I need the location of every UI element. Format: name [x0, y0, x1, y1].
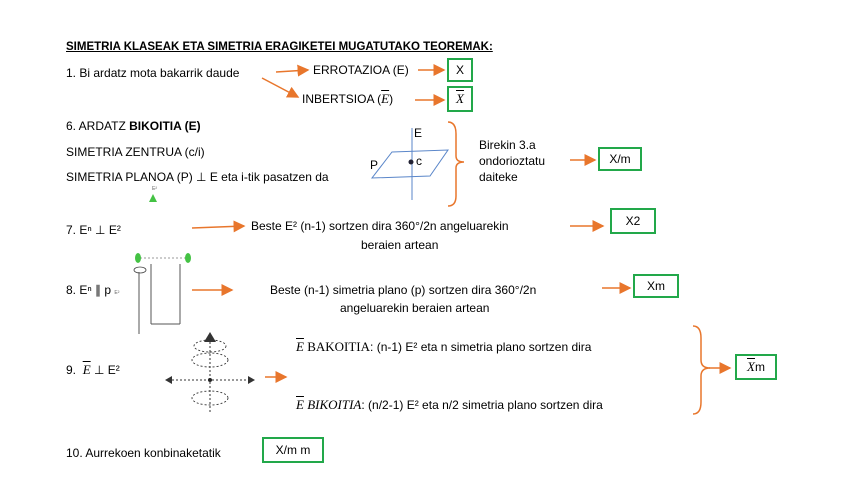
arrow-to-inversion — [262, 78, 298, 97]
row9-even-text: : (n/2-1) E² eta n/2 simetria plano sortzen dira — [361, 398, 603, 412]
diagram-P-label: P — [370, 158, 379, 172]
diagram-E-label: E — [414, 126, 423, 140]
rotation-label: ERROTAZIOA (E) — [313, 63, 409, 77]
row7-text-1: Beste E² (n-1) sortzen dira 360°/2n angeluarekin — [251, 219, 509, 233]
row9-even-word: BIKOITIA — [303, 397, 362, 412]
row7-label: 7. Eⁿ ⊥ E² — [66, 223, 121, 237]
inversion-symbol-box — [447, 86, 473, 112]
row8-text-1: Beste (n-1) simetria plano (p) sortzen dira 360°/2n — [270, 283, 537, 297]
row6-symbol: X/m — [609, 152, 631, 166]
inversion-prefix: INBERTSIOA ( — [302, 92, 382, 106]
row8-text-2: angeluarekin beraien artean — [340, 301, 490, 315]
rotation-symbol: X — [455, 63, 464, 77]
row1-label: 1. Bi ardatz mota bakarrik daude — [66, 66, 240, 80]
row7-mini-label: E² — [152, 186, 157, 192]
row6-note-3: daiteke — [479, 170, 518, 184]
row9-brace — [693, 326, 710, 414]
row9-odd-text: : (n-1) E² eta n simetria plano sortzen dira — [370, 340, 592, 354]
inversion-suffix: ) — [389, 92, 394, 106]
row9-symbol-rest: m — [754, 360, 765, 374]
diagram-c-label: c — [416, 154, 422, 168]
row8-symbol-box — [633, 274, 679, 298]
row8-mini-label: E² — [114, 290, 120, 296]
row6-note-1: Birekin 3.a — [479, 138, 536, 152]
row9-label — [66, 363, 120, 377]
row9-symbol-box — [735, 354, 777, 380]
row7-symbol-box — [610, 208, 656, 234]
inversion-E: $\overline{E}$ — [381, 91, 390, 106]
row6-line1 — [66, 119, 201, 133]
row6-line1-bold: BIKOITIA (E) — [129, 119, 201, 133]
rotation-symbol-box — [447, 58, 473, 82]
row10-symbol: X/m m — [275, 443, 311, 457]
row6-line2: SIMETRIA ZENTRUA (c/i) — [66, 145, 205, 159]
inversion-label — [302, 92, 393, 106]
row9-even-E: $\overline{E}$ — [296, 397, 304, 412]
row10-symbol-box — [262, 437, 324, 463]
row6-symbol-box — [598, 147, 642, 171]
row9-odd-line — [296, 340, 591, 354]
row6-note-2: ondorioztatu — [479, 154, 546, 168]
row8-symbol: Xm — [647, 279, 665, 293]
plane-diagram — [372, 128, 448, 200]
row6-line3: SIMETRIA PLANOA (P) ⊥ E eta i-tik pasatzen da — [66, 170, 329, 184]
page-title: SIMETRIA KLASEAK ETA SIMETRIA ERAGIKETEI MUGATUTAKO TEOREMAK: — [66, 41, 493, 53]
row9-label-rest: ⊥ E² — [90, 363, 120, 377]
row9-odd-E: $\overline{E}$ — [296, 339, 304, 354]
green-triangle-icon — [149, 194, 157, 202]
row9-symbol-X: $\overline{X}$ — [747, 359, 755, 374]
row6-brace — [448, 122, 464, 206]
row9-odd-word: BAKOITIA — [303, 339, 371, 354]
row7-symbol: X2 — [625, 214, 641, 228]
rotation-diagram — [165, 332, 255, 414]
row9-label-prefix: 9. — [66, 363, 77, 377]
row6-line1-prefix: 6. ARDATZ — [66, 119, 130, 133]
arrow-to-rotation — [276, 70, 308, 72]
row8-label-text: 8. Eⁿ ∥ p — [66, 283, 112, 297]
row8-label — [66, 283, 119, 300]
row9-even-line — [296, 398, 603, 412]
inversion-symbol: $\overline{X}$ — [456, 91, 464, 106]
axis-mini-diagram — [134, 253, 191, 334]
row9-label-E: $\overline{E}$ — [82, 362, 91, 377]
arrow-row7 — [192, 226, 244, 228]
row7-text-2: beraien artean — [361, 238, 439, 252]
row10-label: 10. Aurrekoen konbinaketatik — [66, 446, 221, 460]
